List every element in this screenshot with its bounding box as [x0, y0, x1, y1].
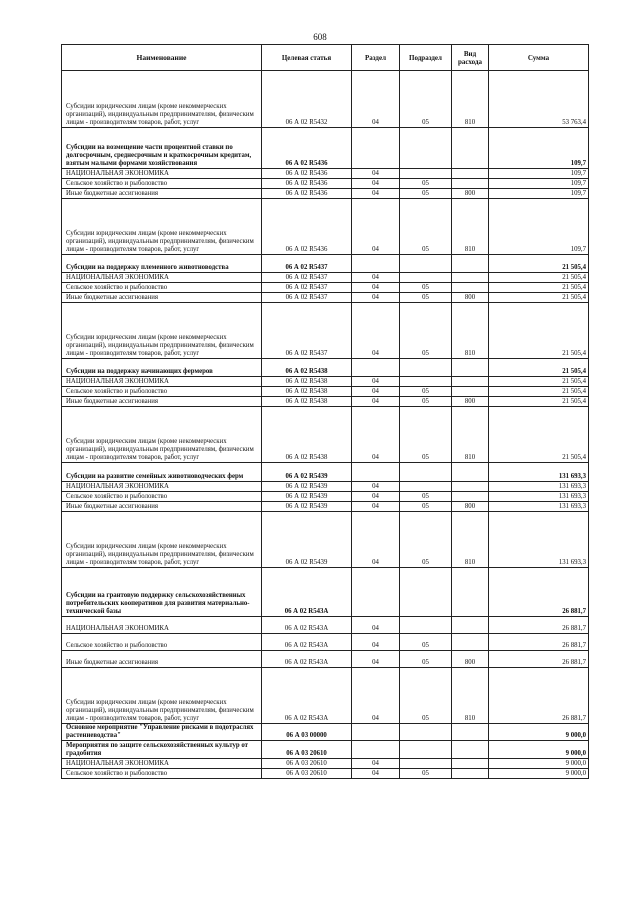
table-row [62, 482, 589, 492]
cell-section: 04 [352, 283, 400, 293]
cell-target: 06 А 02 R5439 [262, 502, 352, 512]
cell-name: НАЦИОНАЛЬНАЯ ЭКОНОМИКА [62, 759, 262, 769]
cell-amount: 131 693,3 [489, 492, 589, 502]
cell-subsection [400, 724, 452, 741]
cell-target: 06 А 02 R5436 [262, 169, 352, 179]
cell-name: Иные бюджетные ассигнования [62, 293, 262, 303]
cell-target: 06 А 02 R5437 [262, 283, 352, 293]
cell-section: 04 [352, 759, 400, 769]
cell-section: 04 [352, 387, 400, 397]
cell-target: 06 А 02 R543А [262, 568, 352, 617]
cell-expense-type [452, 128, 489, 169]
cell-section: 04 [352, 293, 400, 303]
cell-target: 06 А 02 R5438 [262, 397, 352, 407]
cell-subsection: 05 [400, 303, 452, 359]
cell-subsection [400, 617, 452, 634]
cell-expense-type [452, 359, 489, 377]
cell-expense-type [452, 179, 489, 189]
table-row [62, 651, 589, 668]
cell-amount: 26 881,7 [489, 634, 589, 651]
table-row [62, 617, 589, 634]
cell-expense-type: 810 [452, 199, 489, 255]
cell-name: Субсидии юридическим лицам (кроме некоммерческих организаций), индивидуальным предпринимателям, физическим лицам - производителям товаров, работ, услуг [62, 512, 262, 568]
cell-subsection [400, 482, 452, 492]
cell-section [352, 463, 400, 482]
cell-expense-type [452, 283, 489, 293]
table-row [62, 273, 589, 283]
cell-target: 06 А 02 R5438 [262, 359, 352, 377]
cell-amount: 26 881,7 [489, 617, 589, 634]
cell-section: 04 [352, 303, 400, 359]
table-row [62, 303, 589, 359]
cell-expense-type [452, 568, 489, 617]
cell-expense-type [452, 759, 489, 769]
cell-amount: 109,7 [489, 189, 589, 199]
cell-name: НАЦИОНАЛЬНАЯ ЭКОНОМИКА [62, 617, 262, 634]
cell-subsection [400, 273, 452, 283]
cell-expense-type [452, 273, 489, 283]
cell-name: Субсидии юридическим лицам (кроме некоммерческих организаций), индивидуальным предпринимателям, физическим лицам - производителям товаров, работ, услуг [62, 668, 262, 724]
cell-amount: 21 505,4 [489, 407, 589, 463]
cell-expense-type: 800 [452, 397, 489, 407]
cell-subsection: 05 [400, 293, 452, 303]
cell-section [352, 255, 400, 273]
cell-subsection: 05 [400, 634, 452, 651]
cell-name: НАЦИОНАЛЬНАЯ ЭКОНОМИКА [62, 482, 262, 492]
table-row [62, 179, 589, 189]
cell-expense-type: 800 [452, 293, 489, 303]
cell-section [352, 741, 400, 759]
table-row [62, 189, 589, 199]
table-row [62, 759, 589, 769]
cell-subsection [400, 741, 452, 759]
cell-subsection [400, 128, 452, 169]
header-section: Раздел [352, 45, 400, 71]
cell-expense-type: 800 [452, 651, 489, 668]
cell-amount: 131 693,3 [489, 463, 589, 482]
cell-amount: 109,7 [489, 199, 589, 255]
cell-subsection [400, 759, 452, 769]
table-row [62, 255, 589, 273]
header-expense-type: Вид расхода [452, 45, 489, 71]
cell-expense-type [452, 769, 489, 779]
cell-amount: 109,7 [489, 179, 589, 189]
table-row [62, 741, 589, 759]
cell-name: НАЦИОНАЛЬНАЯ ЭКОНОМИКА [62, 273, 262, 283]
cell-expense-type: 810 [452, 668, 489, 724]
cell-section: 04 [352, 407, 400, 463]
cell-amount: 26 881,7 [489, 668, 589, 724]
page-number: 608 [313, 32, 327, 42]
cell-section [352, 568, 400, 617]
cell-subsection: 05 [400, 407, 452, 463]
cell-subsection [400, 255, 452, 273]
table-row [62, 769, 589, 779]
cell-expense-type: 810 [452, 71, 489, 128]
cell-subsection [400, 377, 452, 387]
cell-name: Сельское хозяйство и рыболовство [62, 769, 262, 779]
cell-expense-type: 810 [452, 512, 489, 568]
cell-name: Сельское хозяйство и рыболовство [62, 387, 262, 397]
cell-amount: 131 693,3 [489, 512, 589, 568]
cell-expense-type [452, 387, 489, 397]
cell-section: 04 [352, 71, 400, 128]
cell-expense-type [452, 482, 489, 492]
cell-subsection: 05 [400, 502, 452, 512]
cell-subsection: 05 [400, 283, 452, 293]
cell-name: Субсидии юридическим лицам (кроме некоммерческих организаций), индивидуальным предпринимателям, физическим лицам - производителям товаров, работ, услуг [62, 71, 262, 128]
table-row [62, 293, 589, 303]
cell-section: 04 [352, 634, 400, 651]
cell-section [352, 359, 400, 377]
table-row [62, 512, 589, 568]
cell-target: 06 А 02 R5437 [262, 255, 352, 273]
cell-section: 04 [352, 377, 400, 387]
cell-section: 04 [352, 169, 400, 179]
cell-expense-type [452, 492, 489, 502]
cell-expense-type [452, 463, 489, 482]
cell-name: Иные бюджетные ассигнования [62, 502, 262, 512]
table-row [62, 668, 589, 724]
cell-amount: 131 693,3 [489, 482, 589, 492]
cell-section: 04 [352, 273, 400, 283]
cell-target: 06 А 03 00000 [262, 724, 352, 741]
cell-target: 06 А 03 20610 [262, 741, 352, 759]
cell-target: 06 А 02 R5438 [262, 407, 352, 463]
cell-expense-type: 810 [452, 303, 489, 359]
table-row [62, 199, 589, 255]
cell-section [352, 724, 400, 741]
cell-expense-type: 800 [452, 189, 489, 199]
cell-name: Субсидии на возмещение части процентной ставки по долгосрочным, среднесрочным и краткосрочным кредитам, взятым малыми формами хозяйствования [62, 128, 262, 169]
cell-section: 04 [352, 179, 400, 189]
table-row [62, 407, 589, 463]
cell-subsection: 05 [400, 668, 452, 724]
cell-name: Иные бюджетные ассигнования [62, 189, 262, 199]
cell-amount: 109,7 [489, 128, 589, 169]
cell-target: 06 А 02 R5436 [262, 199, 352, 255]
cell-subsection: 05 [400, 512, 452, 568]
table-row [62, 397, 589, 407]
table-body [62, 71, 589, 779]
cell-amount: 21 505,4 [489, 283, 589, 293]
cell-target: 06 А 02 R5439 [262, 463, 352, 482]
cell-section: 04 [352, 482, 400, 492]
cell-target: 06 А 02 R543А [262, 634, 352, 651]
cell-section: 04 [352, 502, 400, 512]
cell-amount: 21 505,4 [489, 387, 589, 397]
cell-amount: 21 505,4 [489, 273, 589, 283]
cell-target: 06 А 02 R5436 [262, 189, 352, 199]
cell-subsection: 05 [400, 492, 452, 502]
cell-section: 04 [352, 397, 400, 407]
table-row [62, 492, 589, 502]
header-row [62, 45, 589, 71]
table-row [62, 463, 589, 482]
cell-amount: 53 763,4 [489, 71, 589, 128]
header-target: Целевая статья [262, 45, 352, 71]
cell-name: Иные бюджетные ассигнования [62, 651, 262, 668]
cell-section [352, 128, 400, 169]
cell-subsection: 05 [400, 179, 452, 189]
cell-section: 04 [352, 651, 400, 668]
cell-target: 06 А 02 R5437 [262, 273, 352, 283]
cell-section: 04 [352, 199, 400, 255]
cell-target: 06 А 02 R5439 [262, 512, 352, 568]
cell-target: 06 А 02 R5437 [262, 293, 352, 303]
header-subsection: Подраздел [400, 45, 452, 71]
cell-target: 06 А 02 R543А [262, 617, 352, 634]
cell-section: 04 [352, 492, 400, 502]
cell-expense-type: 800 [452, 502, 489, 512]
table-row [62, 377, 589, 387]
cell-amount: 9 000,0 [489, 724, 589, 741]
cell-name: НАЦИОНАЛЬНАЯ ЭКОНОМИКА [62, 169, 262, 179]
cell-expense-type [452, 634, 489, 651]
cell-subsection [400, 169, 452, 179]
cell-expense-type: 810 [452, 407, 489, 463]
table-row [62, 634, 589, 651]
table-row [62, 724, 589, 741]
cell-target: 06 А 02 R5438 [262, 387, 352, 397]
cell-expense-type [452, 617, 489, 634]
cell-subsection: 05 [400, 397, 452, 407]
table-row [62, 359, 589, 377]
cell-target: 06 А 02 R5437 [262, 303, 352, 359]
cell-target: 06 А 02 R5439 [262, 482, 352, 492]
cell-name: Субсидии юридическим лицам (кроме некоммерческих организаций), индивидуальным предпринимателям, физическим лицам - производителям товаров, работ, услуг [62, 407, 262, 463]
cell-subsection [400, 463, 452, 482]
cell-amount: 21 505,4 [489, 397, 589, 407]
table-row [62, 71, 589, 128]
cell-target: 06 А 02 R543А [262, 651, 352, 668]
cell-section: 04 [352, 512, 400, 568]
table-row [62, 387, 589, 397]
cell-expense-type [452, 724, 489, 741]
cell-name: НАЦИОНАЛЬНАЯ ЭКОНОМИКА [62, 377, 262, 387]
cell-subsection [400, 359, 452, 377]
cell-name: Основное мероприятие "Управление рисками в подотраслях растениеводства" [62, 724, 262, 741]
cell-amount: 21 505,4 [489, 377, 589, 387]
cell-amount: 21 505,4 [489, 303, 589, 359]
cell-name: Сельское хозяйство и рыболовство [62, 492, 262, 502]
cell-subsection: 05 [400, 769, 452, 779]
cell-name: Сельское хозяйство и рыболовство [62, 283, 262, 293]
cell-name: Сельское хозяйство и рыболовство [62, 634, 262, 651]
cell-name: Субсидии юридическим лицам (кроме некоммерческих организаций), индивидуальным предпринимателям, физическим лицам - производителям товаров, работ, услуг [62, 199, 262, 255]
cell-name: Субсидии на развитие семейных животноводческих ферм [62, 463, 262, 482]
cell-target: 06 А 03 20610 [262, 769, 352, 779]
cell-section: 04 [352, 668, 400, 724]
cell-target: 06 А 03 20610 [262, 759, 352, 769]
cell-expense-type [452, 377, 489, 387]
table-row [62, 568, 589, 617]
cell-amount: 26 881,7 [489, 568, 589, 617]
cell-name: Субсидии юридическим лицам (кроме некоммерческих организаций), индивидуальным предпринимателям, физическим лицам - производителям товаров, работ, услуг [62, 303, 262, 359]
cell-target: 06 А 02 R5436 [262, 179, 352, 189]
cell-amount: 26 881,7 [489, 651, 589, 668]
cell-target: 06 А 02 R5439 [262, 492, 352, 502]
cell-target: 06 А 02 R5436 [262, 128, 352, 169]
cell-amount: 21 505,4 [489, 255, 589, 273]
cell-target: 06 А 02 R5438 [262, 377, 352, 387]
header-amount: Сумма [489, 45, 589, 71]
cell-amount: 9 000,0 [489, 741, 589, 759]
cell-subsection: 05 [400, 199, 452, 255]
cell-subsection: 05 [400, 651, 452, 668]
cell-expense-type [452, 741, 489, 759]
table-row [62, 283, 589, 293]
cell-target: 06 А 02 R543А [262, 668, 352, 724]
cell-amount: 21 505,4 [489, 293, 589, 303]
cell-amount: 9 000,0 [489, 769, 589, 779]
cell-section: 04 [352, 189, 400, 199]
cell-section: 04 [352, 617, 400, 634]
cell-name: Субсидии на поддержку племенного животноводства [62, 255, 262, 273]
cell-expense-type [452, 255, 489, 273]
cell-amount: 109,7 [489, 169, 589, 179]
cell-amount: 9 000,0 [489, 759, 589, 769]
cell-subsection: 05 [400, 71, 452, 128]
cell-section: 04 [352, 769, 400, 779]
cell-subsection [400, 568, 452, 617]
cell-amount: 21 505,4 [489, 359, 589, 377]
table-row [62, 502, 589, 512]
budget-table [61, 44, 589, 779]
header-name: Наименование [62, 45, 262, 71]
cell-amount: 131 693,3 [489, 502, 589, 512]
cell-subsection: 05 [400, 189, 452, 199]
cell-name: Субсидии на грантовую поддержку сельскохозяйственных потребительских кооперативов для развития материально-технической базы [62, 568, 262, 617]
table-row [62, 128, 589, 169]
cell-name: Мероприятия по защите сельскохозяйственных культур от градобития [62, 741, 262, 759]
cell-name: Иные бюджетные ассигнования [62, 397, 262, 407]
cell-name: Сельское хозяйство и рыболовство [62, 179, 262, 189]
table-row [62, 169, 589, 179]
cell-subsection: 05 [400, 387, 452, 397]
cell-expense-type [452, 169, 489, 179]
cell-target: 06 А 02 R5432 [262, 71, 352, 128]
cell-name: Субсидии на поддержку начинающих фермеров [62, 359, 262, 377]
